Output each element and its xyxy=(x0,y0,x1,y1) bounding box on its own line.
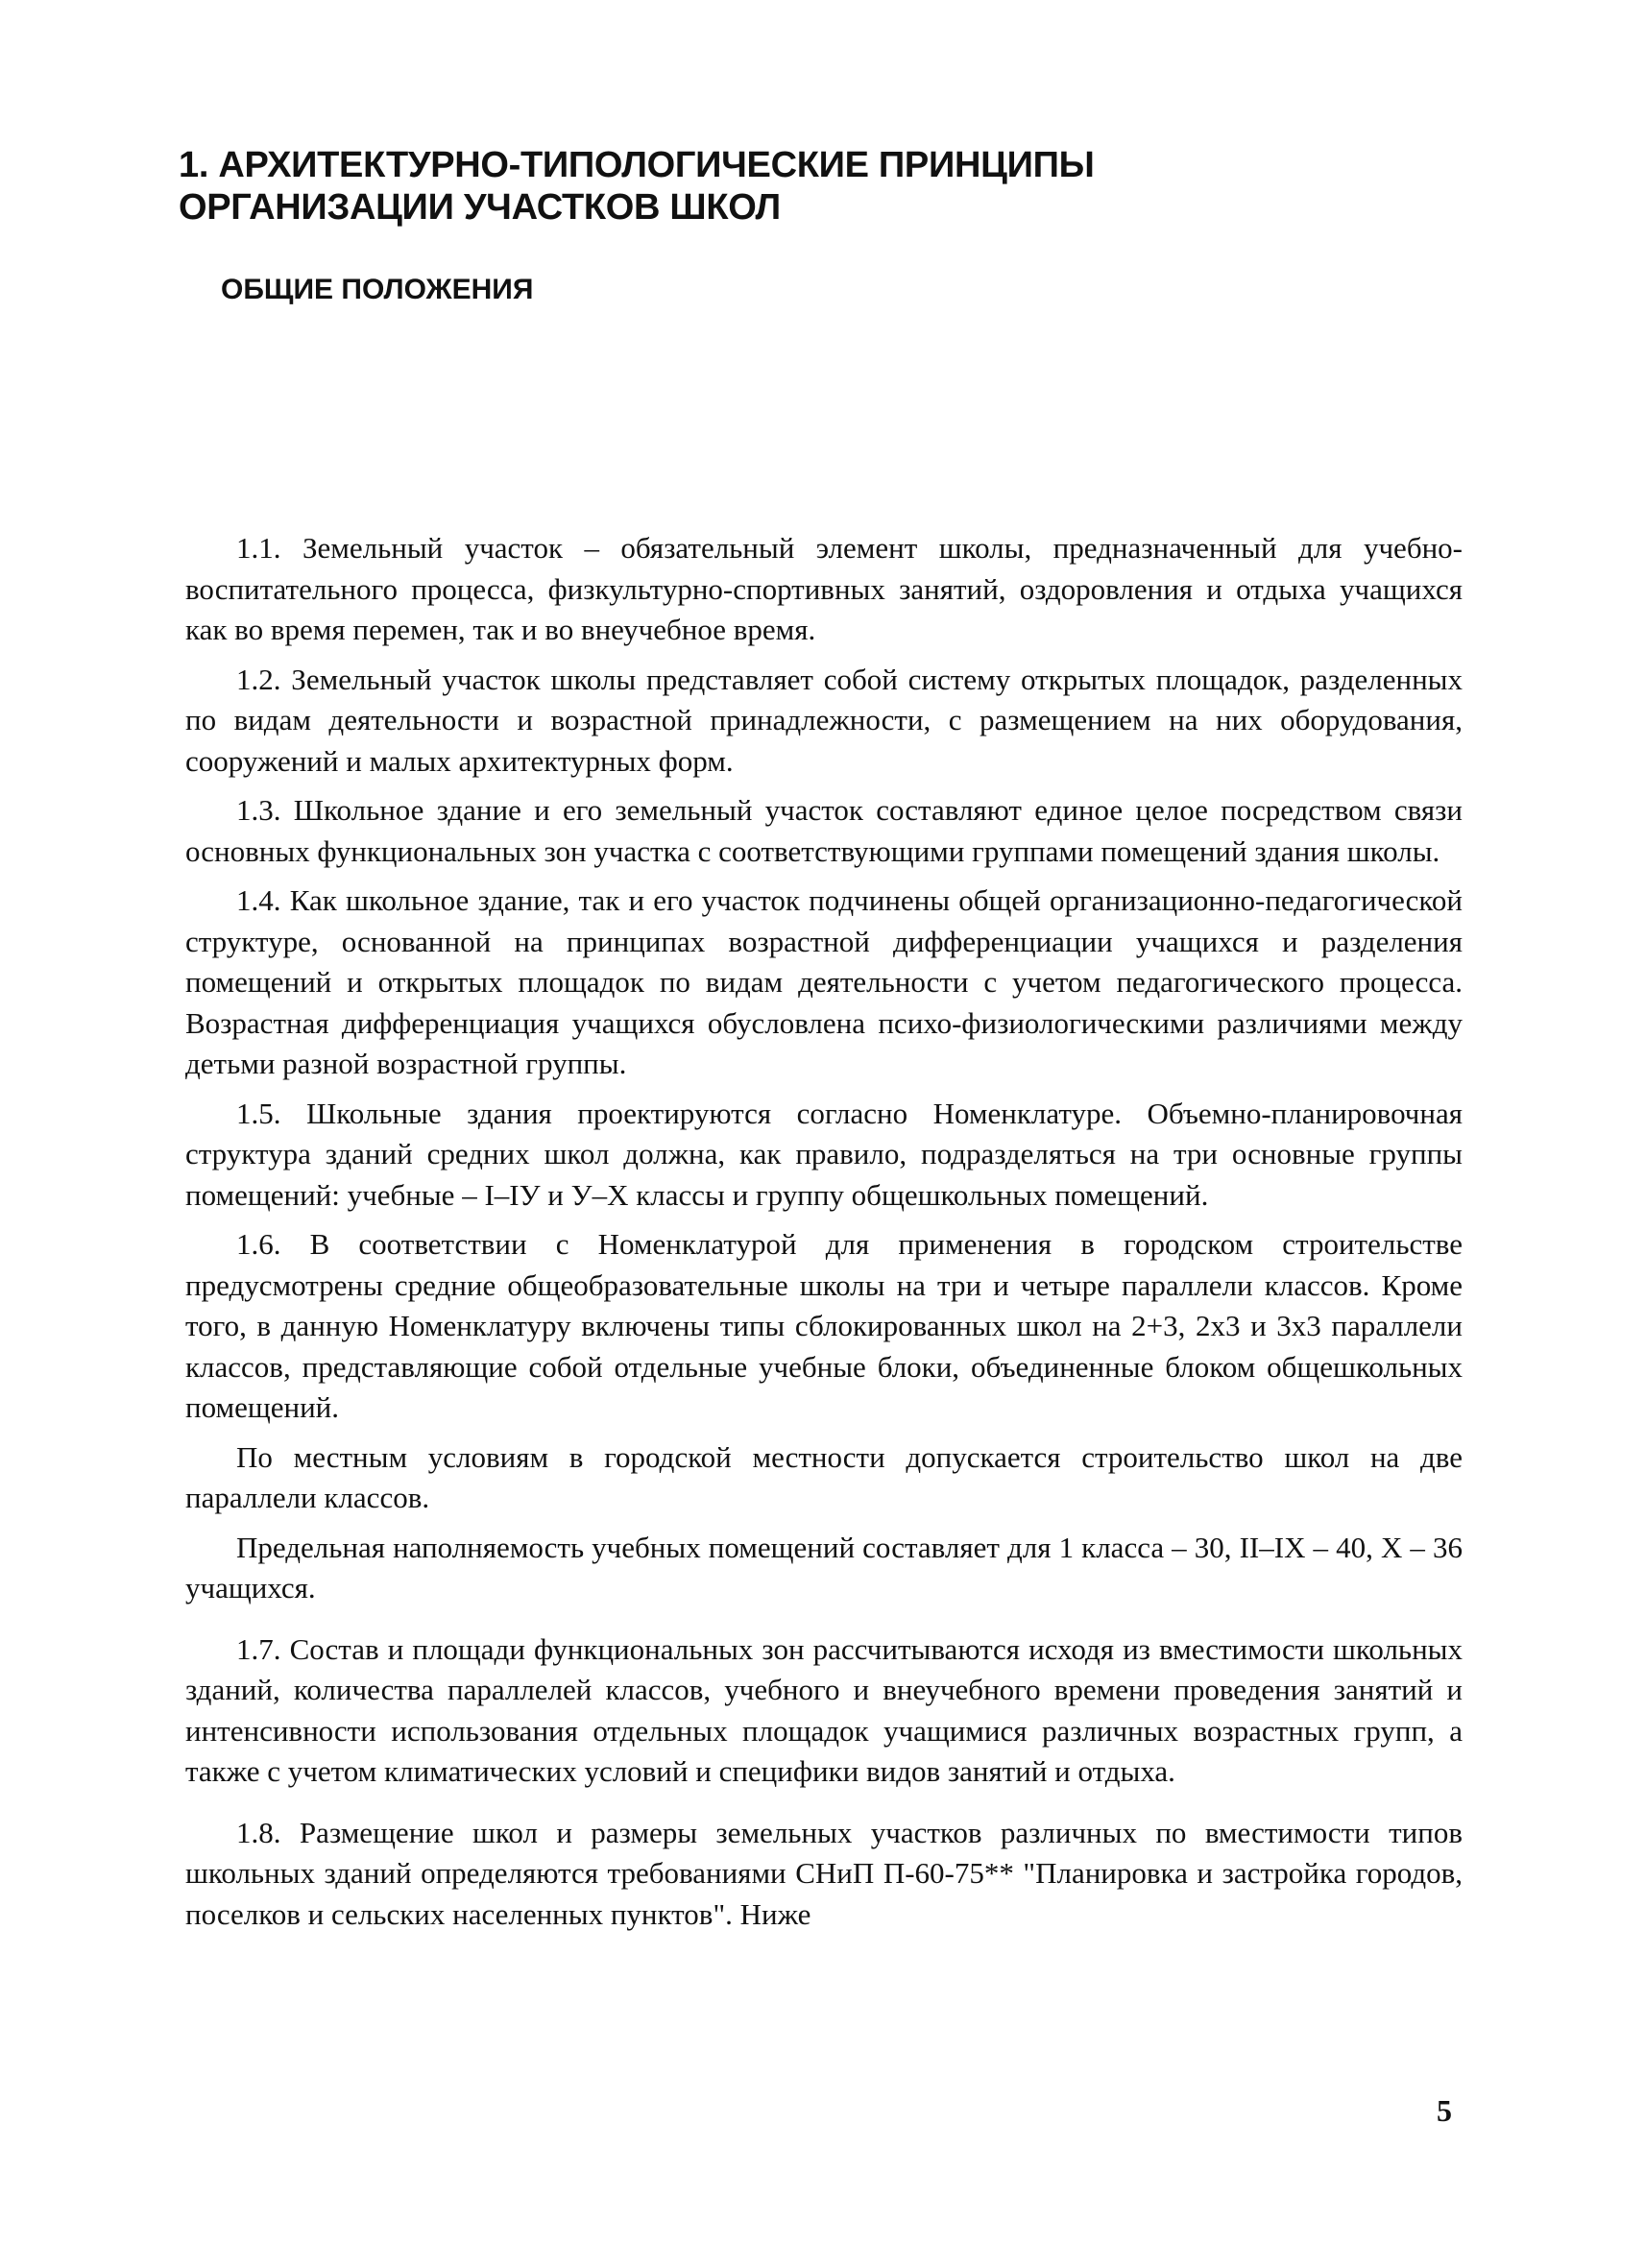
chapter-title xyxy=(179,144,1427,229)
paragraph-1-5: 1.5. Школьные здания проектируются согласно Номенклатуре. Объемно-планировочная структура зданий средних школ должна, как правило, подразделяться на три основные группы помещений: учебные – I–IУ и У–X классы и группу общешкольных помещений. xyxy=(185,1096,1463,1212)
paragraph-1-8: 1.8. Размещение школ и размеры земельных участков различных по вместимости типов школьных зданий определяются требованиями СНиП П-60-75** "Планировка и застройка городов, поселков и сельских населенных пунктов". Ниже xyxy=(185,1815,1463,1931)
body-text xyxy=(185,528,1463,1943)
paragraph-1-6: 1.6. В соответствии с Номенклатурой для применения в городском строительстве предусмотрены средние общеобразовательные школы на три и четыре параллели классов. Кроме того, в данную Номенклатуру включены типы сблокированных школ на 2+3, 2х3 и 3х3 параллели классов, представляющие собой отдельные учебные блоки, объединенные блоком общешкольных помещений. xyxy=(185,1227,1463,1424)
paragraph-1-4: 1.4. Как школьное здание, так и его участок подчинены общей организационно-педагогической структуре, основанной на принципах возрастной дифференциации учащихся и разделения помещений и открытых площадок по видам деятельности с учетом педагогического процесса. Возрастная дифференциация учащихся обусловлена психо-физиологическими различиями между детьми разной возрастной группы. xyxy=(185,883,1463,1080)
section-subtitle: ОБЩИЕ ПОЛОЖЕНИЯ xyxy=(221,274,534,305)
paragraph-1-2: 1.2. Земельный участок школы представляет собой систему открытых площадок, разделенных по видам деятельности и возрастной принадлежности, с размещением на них оборудования, сооружений и малых архитектурных форм. xyxy=(185,662,1463,778)
paragraph-class-capacity: Предельная наполняемость учебных помещений составляет для 1 класса – 30, II–IX – 40, X – 36 учащихся. xyxy=(185,1530,1463,1604)
paragraph-local-conditions: По местным условиям в городской местности допускается строительство школ на две параллели классов. xyxy=(185,1439,1463,1514)
paragraph-1-7: 1.7. Состав и площади функциональных зон рассчитываются исходя из вместимости школьных зданий, количества параллелей классов, учебного и внеучебного времени проведения занятий и интенсивности использования отдельных площадок учащимися различных возрастных групп, а также с учетом климатических условий и специфики видов занятий и отдыха. xyxy=(185,1631,1463,1788)
chapter-title-line-2: ОРГАНИЗАЦИИ УЧАСТКОВ ШКОЛ xyxy=(179,187,781,228)
chapter-title-line-1: 1. АРХИТЕКТУРНО-ТИПОЛОГИЧЕСКИЕ ПРИНЦИПЫ xyxy=(179,145,1095,185)
page-number: 5 xyxy=(1437,2093,1452,2128)
paragraph-1-1: 1.1. Земельный участок – обязательный элемент школы, предназначенный для учебно-воспитательного процесса, физкультурно-спортивных занятий, оздоровления и отдыха учащихся как во время перемен, так и во внеучебное время. xyxy=(185,531,1463,646)
paragraph-1-3: 1.3. Школьное здание и его земельный участок составляют единое целое посредством связи основных функциональных зон участка с соответствующими группами помещений здания школы. xyxy=(185,793,1463,868)
